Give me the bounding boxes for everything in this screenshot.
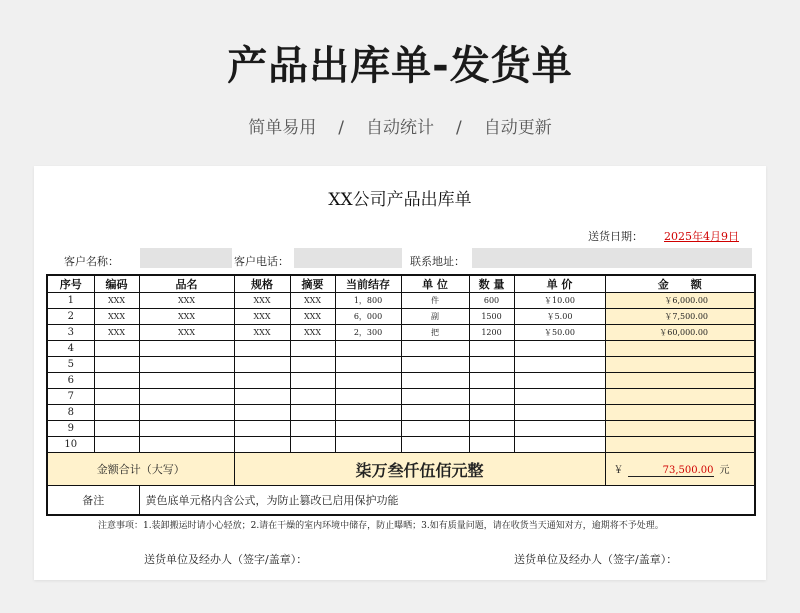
table-cell[interactable]: XXX: [139, 293, 234, 309]
amount-cell: [605, 389, 755, 405]
table-cell[interactable]: [139, 389, 234, 405]
table-cell[interactable]: XXX: [94, 325, 139, 341]
table-row: [47, 421, 755, 437]
customer-phone-field[interactable]: [294, 248, 402, 268]
table-cell[interactable]: [335, 405, 401, 421]
receiver-signature-label: 送货单位及经办人（签字/盖章）：: [514, 553, 678, 566]
table-row: [47, 341, 755, 357]
feature-tag: 自动统计: [366, 118, 434, 138]
table-cell[interactable]: [335, 389, 401, 405]
table-cell[interactable]: [94, 421, 139, 437]
delivery-sheet: [34, 166, 766, 580]
table-row: [47, 389, 755, 405]
customer-phone-label: 客户电话：: [234, 255, 289, 268]
row-number-cell: 8: [47, 405, 94, 421]
feature-tag: 简单易用: [248, 118, 317, 138]
table-cell[interactable]: [94, 437, 139, 453]
customer-name-field[interactable]: [140, 248, 232, 268]
total-row: [47, 453, 755, 486]
table-header-row: [47, 275, 755, 293]
table-cell[interactable]: [139, 357, 234, 373]
delivery-date-value[interactable]: 2025年4月9日: [664, 230, 739, 243]
amount-cell: [605, 373, 755, 389]
col-header: 当前结存: [335, 275, 401, 293]
address-label: 联系地址：: [410, 255, 465, 268]
table-cell[interactable]: XXX: [290, 293, 335, 309]
table-cell[interactable]: 2，300: [335, 325, 401, 341]
table-cell[interactable]: [469, 341, 514, 357]
table-cell[interactable]: [469, 389, 514, 405]
notice-text: 注意事项：1.装卸搬运时请小心轻放；2.请在干燥的室内环境中储存，防止曝晒；3.如有质量问题，请在收货当天通知对方，逾期将不予处理。: [98, 521, 664, 531]
table-cell[interactable]: 600: [469, 293, 514, 309]
table-cell[interactable]: 1200: [469, 325, 514, 341]
table-cell[interactable]: [290, 357, 335, 373]
table-cell[interactable]: [139, 421, 234, 437]
remark-text[interactable]: 黄色底单元格内含公式，为防止篡改已启用保护功能: [139, 486, 755, 516]
table-cell[interactable]: [234, 373, 290, 389]
total-label: 金额合计（大写）: [47, 453, 234, 486]
table-cell[interactable]: [290, 421, 335, 437]
table-cell[interactable]: XXX: [139, 309, 234, 325]
table-cell[interactable]: [139, 373, 234, 389]
table-cell[interactable]: [234, 357, 290, 373]
feature-tags: [0, 113, 800, 138]
table-cell[interactable]: [469, 437, 514, 453]
table-row: [47, 293, 755, 309]
row-number-cell: 10: [47, 437, 94, 453]
table-cell[interactable]: [290, 405, 335, 421]
col-header: 单 位: [401, 275, 469, 293]
table-cell[interactable]: [401, 389, 469, 405]
total-amount-number: [605, 453, 755, 486]
table-cell[interactable]: [94, 357, 139, 373]
table-cell[interactable]: [335, 421, 401, 437]
table-cell[interactable]: [335, 357, 401, 373]
col-header: 摘要: [290, 275, 335, 293]
amount-cell: ￥60,000.00: [605, 325, 755, 341]
table-cell[interactable]: [514, 437, 605, 453]
table-cell[interactable]: XXX: [234, 325, 290, 341]
table-cell[interactable]: [401, 357, 469, 373]
table-cell[interactable]: [94, 389, 139, 405]
total-amount-chinese: 柒万叁仟伍佰元整: [234, 453, 605, 486]
table-cell[interactable]: [234, 341, 290, 357]
table-cell[interactable]: ￥10.00: [514, 293, 605, 309]
table-cell[interactable]: [290, 437, 335, 453]
table-cell[interactable]: [514, 405, 605, 421]
row-number-cell: 9: [47, 421, 94, 437]
table-cell[interactable]: 1500: [469, 309, 514, 325]
table-cell[interactable]: 把: [401, 325, 469, 341]
table-cell[interactable]: [401, 405, 469, 421]
table-cell[interactable]: [469, 357, 514, 373]
table-cell[interactable]: XXX: [290, 325, 335, 341]
table-cell[interactable]: 6，000: [335, 309, 401, 325]
page-title: 产品出库单-发货单: [227, 43, 573, 89]
table-cell[interactable]: XXX: [139, 325, 234, 341]
remark-label: 备注: [47, 486, 139, 516]
row-number-cell: 2: [47, 309, 94, 325]
table-cell[interactable]: [94, 373, 139, 389]
document-title: XX公司产品出库单: [328, 190, 472, 210]
sender-signature-label: 送货单位及经办人（签字/盖章）：: [144, 553, 308, 566]
table-cell[interactable]: [401, 341, 469, 357]
tag-separator: /: [338, 118, 344, 138]
amount-cell: [605, 341, 755, 357]
table-cell[interactable]: 件: [401, 293, 469, 309]
table-cell[interactable]: [514, 421, 605, 437]
table-cell[interactable]: [401, 437, 469, 453]
table-cell[interactable]: [401, 421, 469, 437]
amount-cell: ￥7,500.00: [605, 309, 755, 325]
table-cell[interactable]: [94, 405, 139, 421]
table-cell[interactable]: 1，800: [335, 293, 401, 309]
table-cell[interactable]: XXX: [94, 309, 139, 325]
table-cell[interactable]: [139, 405, 234, 421]
table-row: [47, 309, 755, 325]
tag-separator: /: [456, 118, 462, 138]
row-number-cell: 4: [47, 341, 94, 357]
col-header: 序号: [47, 275, 94, 293]
table-cell[interactable]: [469, 373, 514, 389]
row-number-cell: 3: [47, 325, 94, 341]
table-cell[interactable]: ￥5.00: [514, 309, 605, 325]
table-cell[interactable]: [514, 357, 605, 373]
currency-unit: 元: [719, 465, 730, 476]
delivery-date-label: 送货日期：: [588, 230, 643, 243]
amount-cell: ￥6,000.00: [605, 293, 755, 309]
table-cell[interactable]: [514, 373, 605, 389]
table-cell[interactable]: [469, 421, 514, 437]
table-cell[interactable]: [335, 341, 401, 357]
table-row: [47, 373, 755, 389]
feature-tag: 自动更新: [483, 118, 552, 138]
table-cell[interactable]: XXX: [234, 293, 290, 309]
table-cell[interactable]: [234, 389, 290, 405]
items-table: [46, 274, 756, 516]
table-cell[interactable]: [514, 341, 605, 357]
table-row: [47, 437, 755, 453]
row-number-cell: 5: [47, 357, 94, 373]
remark-row: [47, 486, 755, 516]
col-header: 规格: [234, 275, 290, 293]
table-cell[interactable]: [290, 389, 335, 405]
table-cell[interactable]: [514, 389, 605, 405]
table-cell[interactable]: [139, 341, 234, 357]
table-cell[interactable]: XXX: [290, 309, 335, 325]
col-header: 品名: [139, 275, 234, 293]
address-field[interactable]: [472, 248, 752, 268]
table-cell[interactable]: [234, 405, 290, 421]
table-cell[interactable]: [401, 373, 469, 389]
currency-symbol: ￥: [613, 465, 624, 476]
col-header: 编码: [94, 275, 139, 293]
table-row: [47, 325, 755, 341]
row-number-cell: 7: [47, 389, 94, 405]
table-cell[interactable]: XXX: [234, 309, 290, 325]
amount-cell: [605, 405, 755, 421]
row-number-cell: 6: [47, 373, 94, 389]
amount-cell: [605, 437, 755, 453]
table-cell[interactable]: [290, 341, 335, 357]
total-amount-value: 73,500.00: [628, 465, 714, 477]
col-header: 数 量: [469, 275, 514, 293]
col-header: 金 额: [605, 275, 755, 293]
table-cell[interactable]: [469, 405, 514, 421]
table-cell[interactable]: [139, 437, 234, 453]
customer-name-label: 客户名称：: [64, 255, 119, 268]
table-cell[interactable]: [94, 341, 139, 357]
col-header: 单 价: [514, 275, 605, 293]
table-cell[interactable]: [335, 437, 401, 453]
row-number-cell: 1: [47, 293, 94, 309]
table-row: [47, 405, 755, 421]
table-cell[interactable]: 副: [401, 309, 469, 325]
table-cell[interactable]: XXX: [94, 293, 139, 309]
table-cell[interactable]: [234, 421, 290, 437]
amount-cell: [605, 357, 755, 373]
amount-cell: [605, 421, 755, 437]
table-cell[interactable]: ￥50.00: [514, 325, 605, 341]
table-cell[interactable]: [335, 373, 401, 389]
table-row: [47, 357, 755, 373]
table-cell[interactable]: [290, 373, 335, 389]
table-cell[interactable]: [234, 437, 290, 453]
